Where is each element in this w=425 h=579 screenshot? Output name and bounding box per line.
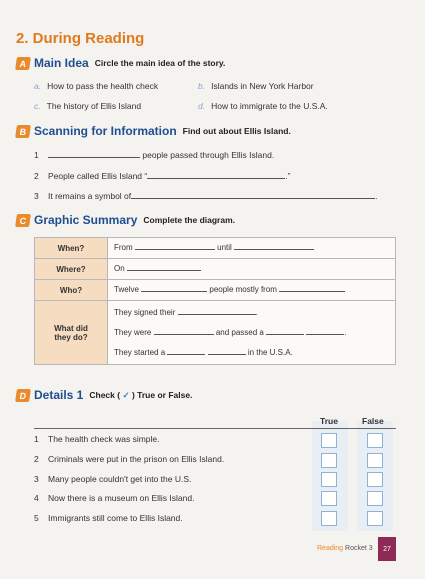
row-content-what bbox=[108, 301, 396, 365]
false-checkbox-2[interactable] bbox=[367, 453, 383, 468]
row-content-when bbox=[108, 238, 396, 259]
answer-blank[interactable] bbox=[127, 262, 201, 271]
row-content-where bbox=[108, 259, 396, 280]
answer-blank[interactable] bbox=[306, 326, 347, 337]
answer-blank[interactable] bbox=[147, 170, 285, 179]
answer-blank[interactable] bbox=[234, 241, 314, 250]
item-text: People called Ellis Island “ bbox=[48, 171, 148, 181]
cell-text: people mostly from bbox=[209, 285, 277, 294]
true-checkbox-1[interactable] bbox=[321, 433, 337, 448]
cell-text: Twelve bbox=[114, 285, 139, 294]
scan-item-1 bbox=[34, 149, 274, 160]
cell-text: until bbox=[217, 243, 232, 252]
false-checkbox-3[interactable] bbox=[367, 472, 383, 487]
statement-1 bbox=[34, 434, 160, 444]
answer-blank[interactable] bbox=[266, 326, 304, 335]
cell-text: . bbox=[255, 307, 258, 317]
option-d[interactable] bbox=[198, 101, 328, 111]
cell-text: They were bbox=[114, 327, 152, 337]
option-letter: b. bbox=[198, 81, 206, 91]
instruction-text: Check ( bbox=[89, 389, 121, 400]
item-number: 2 bbox=[34, 171, 39, 181]
section-c-badge: C bbox=[15, 214, 31, 227]
statement-text: Immigrants still come to Ellis Island. bbox=[48, 513, 183, 523]
option-letter: c. bbox=[34, 101, 41, 111]
true-checkbox-5[interactable] bbox=[321, 511, 337, 526]
section-a-header bbox=[16, 56, 225, 70]
cell-text: They signed their bbox=[114, 307, 176, 317]
item-number: 5 bbox=[34, 513, 39, 523]
true-checkbox-2[interactable] bbox=[321, 453, 337, 468]
item-text: . bbox=[375, 191, 378, 201]
false-checkbox-4[interactable] bbox=[367, 491, 383, 506]
table-divider bbox=[34, 428, 396, 429]
answer-blank[interactable] bbox=[167, 346, 205, 355]
answer-blank[interactable] bbox=[208, 346, 246, 355]
row-label-when: When? bbox=[35, 238, 108, 259]
section-a-badge: A bbox=[15, 57, 31, 70]
item-number: 4 bbox=[34, 493, 39, 503]
true-column-header: True bbox=[320, 416, 338, 426]
item-number: 3 bbox=[34, 474, 39, 484]
graphic-summary-table bbox=[34, 237, 396, 365]
section-a-title: Main Idea bbox=[34, 56, 89, 70]
label-line: they do? bbox=[54, 332, 88, 342]
cell-text: On bbox=[114, 264, 125, 273]
option-letter: d. bbox=[198, 101, 206, 111]
section-d-badge: D bbox=[15, 389, 31, 402]
row-label-where: Where? bbox=[35, 259, 108, 280]
table-row-where bbox=[35, 259, 396, 280]
item-number: 1 bbox=[34, 434, 39, 444]
item-number: 2 bbox=[34, 454, 39, 464]
cell-text: . bbox=[344, 327, 347, 337]
answer-blank[interactable] bbox=[279, 283, 345, 292]
table-row-who bbox=[35, 280, 396, 301]
row-label-what bbox=[35, 301, 108, 365]
cell-text: in the U.S.A. bbox=[247, 347, 293, 357]
instruction-text: ) True or False. bbox=[131, 389, 193, 400]
page-title: 2. During Reading bbox=[16, 30, 145, 47]
check-icon: ✓ bbox=[122, 389, 130, 400]
table-row-when bbox=[35, 238, 396, 259]
statement-text: Many people couldn't get into the U.S. bbox=[48, 474, 192, 484]
section-c-instruction: Complete the diagram. bbox=[143, 215, 236, 225]
answer-blank[interactable] bbox=[154, 326, 214, 335]
footer-brand bbox=[317, 545, 373, 552]
statement-text: The health check was simple. bbox=[48, 434, 160, 444]
false-checkbox-5[interactable] bbox=[367, 511, 383, 526]
statement-text: Now there is a museum on Ellis Island. bbox=[48, 493, 195, 503]
brand-part: Reading bbox=[317, 545, 344, 552]
answer-blank[interactable] bbox=[131, 190, 378, 201]
item-text: It remains a symbol of bbox=[48, 191, 132, 201]
label-line: What did bbox=[54, 323, 88, 333]
statement-3 bbox=[34, 474, 191, 484]
section-d-instruction bbox=[89, 390, 192, 401]
cell-text: From bbox=[114, 243, 133, 252]
option-text: How to pass the health check bbox=[47, 81, 159, 91]
statement-4 bbox=[34, 493, 194, 503]
scan-item-3 bbox=[34, 190, 378, 201]
section-c-title: Graphic Summary bbox=[34, 213, 138, 227]
option-a[interactable] bbox=[34, 81, 158, 91]
item-text: people passed through Ellis Island. bbox=[142, 150, 275, 160]
section-b-instruction: Find out about Ellis Island. bbox=[182, 126, 291, 136]
option-text: How to immigrate to the U.S.A. bbox=[211, 101, 328, 111]
brand-part: Rocket 3 bbox=[345, 545, 373, 552]
answer-blank[interactable] bbox=[48, 149, 140, 158]
answer-blank[interactable] bbox=[141, 283, 207, 292]
scan-item-2 bbox=[34, 170, 290, 181]
item-text: .” bbox=[285, 171, 291, 181]
section-d-header bbox=[16, 388, 192, 402]
statement-text: Criminals were put in the prison on Ellis Island. bbox=[48, 454, 225, 464]
section-d-title: Details 1 bbox=[34, 388, 84, 402]
cell-text: They started a bbox=[114, 347, 166, 357]
cell-text: and passed a bbox=[215, 327, 264, 337]
item-number: 3 bbox=[34, 191, 39, 201]
section-a-instruction: Circle the main idea of the story. bbox=[94, 58, 226, 68]
option-text: The history of Ellis Island bbox=[46, 101, 142, 111]
false-checkbox-1[interactable] bbox=[367, 433, 383, 448]
option-b[interactable] bbox=[198, 81, 314, 91]
statement-5 bbox=[34, 513, 183, 523]
table-row-what bbox=[35, 301, 396, 365]
section-c-header bbox=[16, 213, 235, 227]
answer-blank[interactable] bbox=[135, 241, 215, 250]
row-label-who: Who? bbox=[35, 280, 108, 301]
section-b-title: Scanning for Information bbox=[34, 124, 177, 138]
page-number: 27 bbox=[378, 537, 396, 561]
false-column-header: False bbox=[362, 416, 384, 426]
option-c[interactable] bbox=[34, 101, 141, 111]
row-content-who bbox=[108, 280, 396, 301]
section-b-header bbox=[16, 124, 291, 138]
item-number: 1 bbox=[34, 150, 39, 160]
statement-2 bbox=[34, 454, 224, 464]
section-b-badge: B bbox=[15, 125, 31, 138]
answer-blank[interactable] bbox=[178, 306, 256, 315]
true-checkbox-4[interactable] bbox=[321, 491, 337, 506]
option-text: Islands in New York Harbor bbox=[211, 81, 314, 91]
true-checkbox-3[interactable] bbox=[321, 472, 337, 487]
option-letter: a. bbox=[34, 81, 42, 91]
